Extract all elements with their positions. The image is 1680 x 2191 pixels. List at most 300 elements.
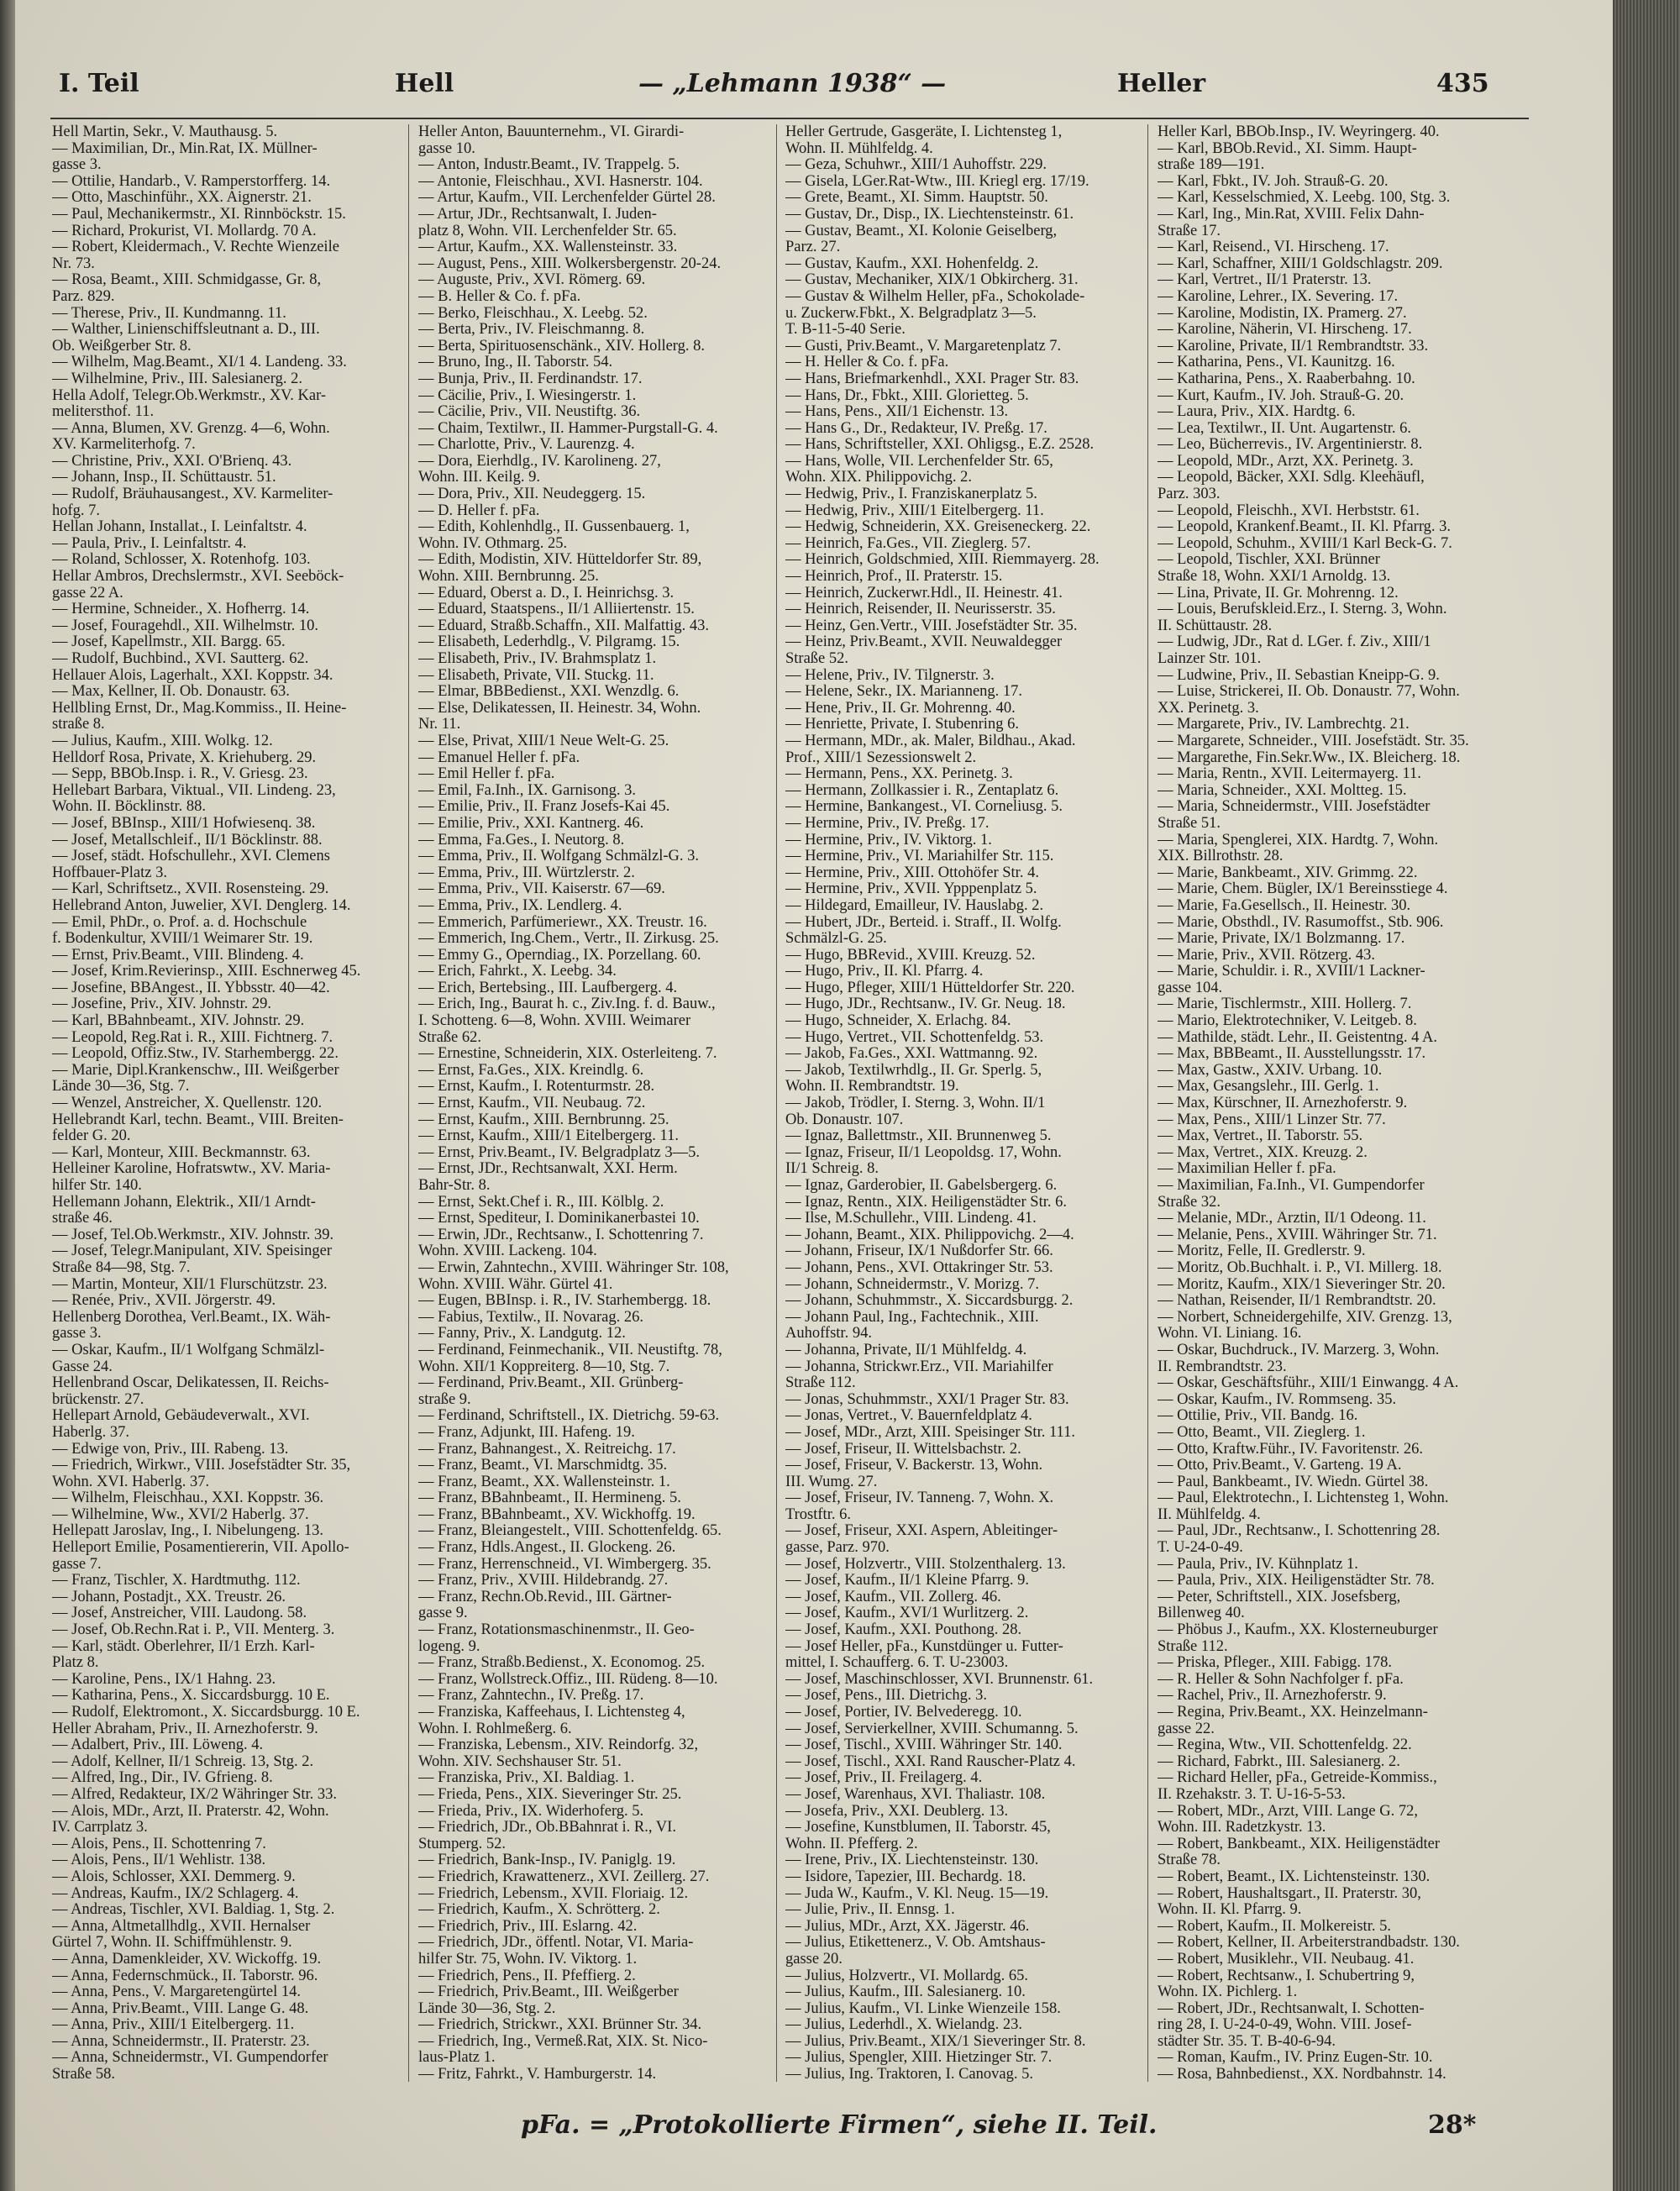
- directory-entry-line: straße 8.: [52, 717, 105, 733]
- directory-entry-line: — Karoline, Modistin, IX. Pramerg. 27.: [1158, 305, 1407, 322]
- directory-entry-line: — Phöbus J., Kaufm., XX. Klosterneuburger: [1158, 1622, 1438, 1639]
- column-divider: [1147, 124, 1148, 2082]
- directory-entry-line: — Mario, Elektrotechniker, V. Leitgeb. 8.: [1158, 1013, 1417, 1030]
- directory-entry-line: — Josef, Maschinschlosser, XVI. Brunnenstr. 61.: [785, 1671, 1094, 1688]
- directory-entry-line: — Oskar, Buchdruck., IV. Marzerg. 3, Wohn.: [1158, 1342, 1440, 1358]
- directory-entry-line: Hellepart Arnold, Gebäudeverwalt., XVI.: [52, 1408, 310, 1425]
- directory-entry-line: — Franz, Herrenschneid., VI. Wimbergerg. 35.: [418, 1556, 711, 1573]
- directory-entry-line: — Jakob, Textilwrhdlg., II. Gr. Sperlg. 5,: [785, 1062, 1042, 1079]
- directory-entry-line: III. Wumg. 27.: [785, 1474, 878, 1490]
- directory-entry-line: XX. Perinetg. 3.: [1158, 700, 1259, 717]
- directory-entry-line: — Friedrich, Strickwr., XXI. Brünner Str. 34.: [418, 2017, 702, 2034]
- directory-entry-line: — Otto, Priv.Beamt., V. Garteng. 19 A.: [1158, 1458, 1402, 1474]
- directory-entry-line: straße 46.: [52, 1211, 113, 1227]
- directory-entry-line: — Franziska, Kaffeehaus, I. Lichtensteg 4,: [418, 1705, 685, 1721]
- directory-entry-line: — Heinrich, Zuckerwr.Hdl., II. Heinestr. 41.: [785, 585, 1063, 602]
- directory-entry-line: — Katharina, Pens., X. Siccardsburgg. 10 E.: [52, 1688, 330, 1705]
- directory-entry-line: — Margarethe, Fin.Sekr.Ww., IX. Bleicherg. 18.: [1158, 749, 1461, 766]
- directory-entry-line: — Franziska, Lebensm., XIV. Reindorfg. 32,: [418, 1737, 699, 1754]
- column-2: [418, 124, 771, 2082]
- directory-entry-line: — Ludwine, Priv., II. Sebastian Kneipp-G. 9.: [1158, 667, 1440, 684]
- directory-entry-line: — Gustav, Mechaniker, XIX/1 Obkircherg. 31.: [785, 272, 1079, 289]
- directory-entry-line: gasse 9.: [418, 1605, 468, 1622]
- directory-entry-line: — Rachel, Priv., II. Arnezhoferstr. 9.: [1158, 1688, 1387, 1705]
- directory-entry-line: — Margarete, Priv., IV. Lambrechtg. 21.: [1158, 717, 1410, 733]
- directory-entry-line: — Katharina, Pens., X. Raaberbahng. 10.: [1158, 370, 1415, 387]
- directory-entry-line: gasse 10.: [418, 140, 475, 157]
- directory-entry-line: T. U-24-0-49.: [1158, 1540, 1243, 1557]
- directory-entry-line: — Franz, Priv., XVIII. Hildebrandg. 27.: [418, 1573, 669, 1589]
- directory-entry-line: — Friedrich, Lebensm., XVII. Floriaig. 12.: [418, 1885, 689, 1902]
- directory-entry-line: — Max, Pens., XIII/1 Linzer Str. 77.: [1158, 1111, 1386, 1128]
- directory-entry-line: — Elmar, BBBedienst., XXI. Wenzdlg. 6.: [418, 684, 680, 701]
- directory-entry-line: — Richard, Fabrkt., III. Salesianerg. 2.: [1158, 1753, 1400, 1770]
- directory-entry-line: — Josef, Tel.Ob.Werkmstr., XIV. Johnstr. 39.: [52, 1227, 334, 1243]
- directory-entry-line: — Ernst, Kaufm., XIII/1 Eitelbergerg. 11.: [418, 1128, 679, 1145]
- directory-entry-line: — Robert, Haushaltsgart., II. Praterstr. 30,: [1158, 1885, 1421, 1902]
- directory-entry-line: — Marie, Schuldir. i. R., XVIII/1 Lackner-: [1158, 964, 1425, 980]
- directory-entry-line: felder G. 20.: [52, 1128, 131, 1145]
- directory-entry-line: — Ottilie, Handarb., V. Ramperstorfferg. 14.: [52, 173, 331, 190]
- directory-entry-line: Helleport Emilie, Posamentiererin, VII. Apollo-: [52, 1540, 349, 1557]
- directory-entry-line: Ob. Weißgerber Str. 8.: [52, 338, 192, 355]
- directory-entry-line: — Regina, Wtw., VII. Schottenfeldg. 22.: [1158, 1737, 1412, 1754]
- directory-entry-line: — Eduard, Oberst a. D., I. Heinrichsg. 3.: [418, 585, 675, 602]
- directory-entry-line: — Julius, Holzvertr., VI. Mollardg. 65.: [785, 1968, 1028, 1984]
- column-divider: [776, 124, 777, 2082]
- directory-entry-line: — Julius, Lederhdl., X. Wielandg. 23.: [785, 2017, 1023, 2034]
- directory-entry-line: — Josef, Kaufm., II/1 Kleine Pfarrg. 9.: [785, 1573, 1029, 1589]
- directory-entry-line: — Julius, Etikettenerz., V. Ob. Amtshaus-: [785, 1935, 1046, 1952]
- directory-entry-line: — Ferdinand, Feinmechanik., VII. Neustiftg. 78,: [418, 1342, 722, 1358]
- directory-entry-line: — Franziska, Priv., XI. Baldiag. 1.: [418, 1770, 635, 1787]
- directory-entry-line: — Eduard, Staatspens., II/1 Alliiertenstr. 15.: [418, 602, 695, 618]
- directory-entry-line: — Erwin, Zahntechn., XVIII. Währinger Str. 108,: [418, 1259, 729, 1276]
- directory-entry-line: — Emma, Priv., IX. Lendlerg. 4.: [418, 897, 622, 914]
- directory-entry-line: Wohn. II. Böcklinstr. 88.: [52, 799, 206, 816]
- directory-entry-line: — Luise, Strickerei, II. Ob. Donaustr. 77, Wohn.: [1158, 684, 1460, 701]
- directory-entry-line: — Isidore, Tapezier, III. Bechardg. 18.: [785, 1868, 1026, 1885]
- directory-entry-line: — Grete, Beamt., XI. Simm. Hauptstr. 50.: [785, 190, 1048, 207]
- directory-entry-line: Wohn. III. Radetzkystr. 13.: [1158, 1820, 1326, 1836]
- directory-entry-line: — Karl, Monteur, XIII. Beckmannstr. 63.: [52, 1144, 311, 1161]
- directory-entry-line: — Maria, Spenglerei, XIX. Hardtg. 7, Wohn.: [1158, 832, 1439, 849]
- directory-entry-line: — Wilhelm, Mag.Beamt., XI/1 4. Landeng. 33.: [52, 355, 347, 371]
- directory-entry-line: I. Schotteng. 6—8, Wohn. XVIII. Weimarer: [418, 1013, 691, 1030]
- directory-entry-line: Straße 17.: [1158, 223, 1221, 239]
- directory-entry-line: Haberlg. 37.: [52, 1424, 129, 1441]
- directory-entry-line: — Emmerich, Ing.Chem., Vertr., II. Zirkusg. 25.: [418, 931, 719, 948]
- directory-entry-line: — Emanuel Heller f. pFa.: [418, 749, 580, 766]
- directory-entry-line: Heller Gertrude, Gasgeräte, I. Lichtensteg 1,: [785, 124, 1063, 140]
- directory-entry-line: — Juda W., Kaufm., V. Kl. Neug. 15—19.: [785, 1885, 1049, 1902]
- directory-entry-line: — Ignaz, Ballettmstr., XII. Brunnenweg 5.: [785, 1128, 1052, 1145]
- directory-entry-line: mittel, I. Schaufferg. 6. T. U-23003.: [785, 1655, 1009, 1672]
- directory-entry-line: — Ernst, Fa.Ges., XIX. Kreindlg. 6.: [418, 1062, 644, 1079]
- directory-entry-line: — Josef, Friseur, V. Backerstr. 13, Wohn.: [785, 1458, 1043, 1474]
- directory-entry-line: laus-Platz 1.: [418, 2050, 496, 2067]
- directory-entry-line: — Hermine, Priv., XIII. Ottohöfer Str. 4.: [785, 864, 1039, 881]
- directory-entry-line: — Katharina, Pens., VI. Kaunitzg. 16.: [1158, 355, 1395, 371]
- directory-entry-line: Straße 58.: [52, 2067, 116, 2082]
- directory-entry-line: — Hugo, JDr., Rechtsanw., IV. Gr. Neug. 18.: [785, 996, 1066, 1013]
- directory-entry-line: Straße 32.: [1158, 1194, 1221, 1211]
- directory-entry-line: — Geza, Schuhwr., XIII/1 Auhoffstr. 229.: [785, 157, 1047, 174]
- directory-entry-line: — Sepp, BBOb.Insp. i. R., V. Griesg. 23.: [52, 766, 308, 783]
- directory-entry-line: — Franz, BBahnbeamt., XV. Wickhoffg. 19.: [418, 1506, 696, 1523]
- directory-entry-line: IV. Carrplatz 3.: [52, 1820, 148, 1836]
- directory-entry-line: — Robert, Kellner, II. Arbeiterstrandbadstr. 130.: [1158, 1935, 1460, 1952]
- directory-entry-line: Hellenbrand Oscar, Delikatessen, II. Reichs-: [52, 1375, 329, 1392]
- directory-entry-line: — Josef, Ob.Rechn.Rat i. P., VII. Menterg. 3.: [52, 1622, 335, 1639]
- directory-entry-line: — Hans, Wolle, VII. Lerchenfelder Str. 65,: [785, 453, 1053, 470]
- directory-entry-line: — Josef, Holzvertr., VIII. Stolzenthalerg. 13.: [785, 1556, 1066, 1573]
- directory-entry-line: — Berko, Fleischhau., X. Leebg. 52.: [418, 305, 648, 322]
- directory-entry-line: — Hermine, Bankangest., VI. Corneliusg. 5.: [785, 799, 1063, 816]
- directory-entry-line: straße 189—191.: [1158, 157, 1265, 174]
- directory-entry-line: — Elisabeth, Lederhdlg., V. Pilgramg. 15.: [418, 634, 680, 651]
- directory-entry-line: — Karl, BBahnbeamt., XIV. Johnstr. 29.: [52, 1013, 305, 1030]
- directory-entry-line: — Karl, BBOb.Revid., XI. Simm. Haupt-: [1158, 140, 1417, 157]
- directory-entry-line: — Hedwig, Priv., I. Franziskanerplatz 5.: [785, 486, 1037, 503]
- directory-entry-line: Wohn. XII/1 Koppreiterg. 8—10, Stg. 7.: [418, 1358, 670, 1375]
- directory-entry-line: — Franz, Beamt., VI. Marschmidtg. 35.: [418, 1458, 668, 1474]
- directory-entry-line: — Artur, Kaufm., XX. Wallensteinstr. 33.: [418, 239, 678, 256]
- directory-entry-line: — Max, Kellner, II. Ob. Donaustr. 63.: [52, 684, 290, 701]
- directory-entry-line: — Johann Paul, Ing., Fachtechnik., XIII.: [785, 1309, 1039, 1326]
- directory-entry-line: — Paula, Priv., IV. Kühnplatz 1.: [1158, 1556, 1358, 1573]
- directory-entry-line: — Wenzel, Anstreicher, X. Quellenstr. 120.: [52, 1096, 323, 1112]
- directory-entry-line: — Karoline, Pens., IX/1 Hahng. 23.: [52, 1671, 276, 1688]
- directory-entry-line: Hellbling Ernst, Dr., Mag.Kommiss., II. Heine-: [52, 700, 347, 717]
- directory-entry-line: — Leopold, Bäcker, XXI. Sdlg. Kleehäufl,: [1158, 470, 1425, 486]
- directory-entry-line: Wohn. XVIII. Währ. Gürtel 41.: [418, 1276, 613, 1293]
- directory-entry-line: Wohn. II. Pfefferg. 2.: [785, 1836, 918, 1852]
- directory-entry-line: gasse 3.: [52, 1326, 102, 1342]
- directory-entry-line: — Erich, Ing., Baurat h. c., Ziv.Ing. f. d. Bauw.,: [418, 996, 716, 1013]
- directory-entry-line: — Josefine, Kunstblumen, II. Taborstr. 45,: [785, 1820, 1051, 1836]
- directory-entry-line: — Margarete, Schneider., VIII. Josefstädt. Str. 35.: [1158, 733, 1469, 749]
- directory-entry-line: gasse 104.: [1158, 980, 1223, 996]
- directory-entry-line: — Emmerich, Parfümeriewr., XX. Treustr. 16.: [418, 914, 707, 931]
- directory-entry-line: städter Str. 35. T. B-40-6-94.: [1158, 2033, 1336, 2050]
- directory-entry-line: Parz. 829.: [52, 288, 115, 305]
- directory-entry-line: Straße 51.: [1158, 815, 1221, 832]
- directory-entry-line: — Karoline, Private, II/1 Rembrandtstr. 33.: [1158, 338, 1429, 355]
- directory-entry-line: ring 28, I. U-24-0-49, Wohn. VIII. Josef-: [1158, 2017, 1412, 2034]
- directory-entry-line: — Ernst, JDr., Rechtsanwalt, XXI. Herm.: [418, 1161, 678, 1178]
- directory-entry-line: — Robert, Bankbeamt., XIX. Heiligenstädter: [1158, 1836, 1440, 1852]
- directory-entry-line: — Hans, Pens., XII/1 Eichenstr. 13.: [785, 404, 1009, 421]
- directory-entry-line: — Wilhelmine, Ww., XVI/2 Haberlg. 37.: [52, 1506, 309, 1523]
- directory-entry-line: — Helene, Sekr., IX. Marianneng. 17.: [785, 684, 1023, 701]
- directory-entry-line: Wohn. IX. Pichlerg. 1.: [1158, 1984, 1298, 2001]
- directory-entry-line: — Hildegard, Emailleur, IV. Hauslabg. 2.: [785, 897, 1044, 914]
- directory-entry-line: — Fanny, Priv., X. Landgutg. 12.: [418, 1326, 626, 1342]
- directory-entry-line: — Melanie, Pens., XVIII. Währinger Str. 71.: [1158, 1227, 1437, 1243]
- directory-entry-line: Hella Adolf, Telegr.Ob.Werkmstr., XV. Kar-: [52, 387, 327, 404]
- directory-entry-line: hilfer Str. 140.: [52, 1178, 142, 1194]
- directory-entry-line: Wohn. I. Rohlmeßerg. 6.: [418, 1721, 572, 1737]
- directory-entry-line: — Hermine, Priv., IV. Viktorg. 1.: [785, 832, 992, 849]
- directory-entry-line: — Friedrich, JDr., Ob.BBahnrat i. R., VI.: [418, 1820, 676, 1836]
- directory-entry-line: — Rudolf, Buchbind., XVI. Sautterg. 62.: [52, 651, 309, 667]
- directory-entry-line: — Else, Privat, XIII/1 Neue Welt-G. 25.: [418, 733, 669, 749]
- directory-entry-line: Billenweg 40.: [1158, 1605, 1245, 1622]
- directory-entry-line: Hell Martin, Sekr., V. Mauthausg. 5.: [52, 124, 278, 140]
- directory-entry-line: — August, Pens., XIII. Wolkersbergenstr. 20-24.: [418, 255, 722, 272]
- directory-entry-line: — Ernestine, Schneiderin, XIX. Osterleiteng. 7.: [418, 1046, 717, 1063]
- directory-entry-line: brückenstr. 27.: [52, 1391, 144, 1408]
- directory-entry-line: — Fabius, Textilw., II. Novarag. 26.: [418, 1309, 643, 1326]
- directory-entry-line: — Paula, Priv., XIX. Heiligenstädter Str. 78.: [1158, 1573, 1435, 1589]
- directory-entry-line: — Marie, Dipl.Krankenschw., III. Weißgerber: [52, 1062, 339, 1079]
- directory-entry-line: — Hedwig, Schneiderin, XX. Greiseneckerg. 22.: [785, 519, 1091, 536]
- directory-entry-line: — Karoline, Lehrer., IX. Severing. 17.: [1158, 288, 1399, 305]
- directory-entry-line: — Heinrich, Fa.Ges., VII. Zieglerg. 57.: [785, 535, 1032, 552]
- directory-entry-line: Heller Abraham, Priv., II. Arnezhoferstr. 9.: [52, 1721, 318, 1737]
- directory-entry-line: — Max, Gesangslehr., III. Gerlg. 1.: [1158, 1079, 1379, 1096]
- directory-entry-line: — Ernst, Kaufm., XIII. Bernbrunng. 25.: [418, 1111, 669, 1128]
- directory-entry-line: Wohn. II. Mühlfeldg. 4.: [785, 140, 933, 157]
- directory-entry-line: — Andreas, Kaufm., IX/2 Schlagerg. 4.: [52, 1885, 299, 1902]
- directory-entry-line: Hellepatt Jaroslav, Ing., I. Nibelungeng. 13.: [52, 1523, 323, 1540]
- directory-entry-line: Wohn. XIII. Bernbrunng. 25.: [418, 569, 599, 586]
- directory-entry-line: — Robert, Rechtsanw., I. Schubertring 9,: [1158, 1968, 1415, 1984]
- directory-entry-line: — Leo, Bücherrevis., IV. Argentinierstr. 8.: [1158, 437, 1423, 454]
- directory-entry-line: — Josef, Krim.Revierinsp., XIII. Eschnerweg 45.: [52, 964, 361, 980]
- directory-entry-line: Lände 30—36, Stg. 7.: [52, 1079, 190, 1096]
- directory-entry-line: — Hugo, BBRevid., XVIII. Kreuzg. 52.: [785, 947, 1036, 964]
- directory-entry-line: — Marie, Tischlermstr., XIII. Hollerg. 7.: [1158, 996, 1412, 1013]
- directory-entry-line: — Antonie, Fleischhau., XVI. Hasnerstr. 104.: [418, 173, 703, 190]
- directory-entry-line: — Julius, Kaufm., VI. Linke Wienzeile 158.: [785, 2000, 1061, 2017]
- directory-entry-line: Hoffbauer-Platz 3.: [52, 864, 167, 881]
- directory-entry-line: Hellar Ambros, Drechslermstr., XVI. Seeböck-: [52, 569, 344, 586]
- directory-entry-line: — Martin, Monteur, XII/1 Flurschützstr. 23.: [52, 1276, 328, 1293]
- directory-entry-line: Wohn. XIV. Sechshauser Str. 51.: [418, 1753, 622, 1770]
- directory-entry-line: — B. Heller & Co. f. pFa.: [418, 288, 581, 305]
- directory-entry-line: — Friedrich, Priv.Beamt., III. Weißgerber: [418, 1984, 679, 2001]
- directory-entry-line: — Berta, Priv., IV. Fleischmanng. 8.: [418, 322, 645, 339]
- directory-entry-line: Wohn. IV. Othmarg. 25.: [418, 535, 568, 552]
- directory-entry-line: Hellauer Alois, Lagerhalt., XXI. Koppstr. 34.: [52, 667, 333, 684]
- column-divider: [408, 124, 409, 2082]
- directory-entry-line: — Friedrich, Bank-Insp., IV. Paniglg. 19.: [418, 1852, 676, 1869]
- directory-entry-line: — Josef, Tischl., XVIII. Währinger Str. 140.: [785, 1737, 1063, 1754]
- directory-entry-line: — Josef, Portier, IV. Belvederegg. 10.: [785, 1705, 1022, 1721]
- directory-entry-line: — Richard, Prokurist, VI. Mollardg. 70 A.: [52, 223, 317, 239]
- directory-entry-line: — Maria, Rentn., XVII. Leitermayerg. 11.: [1158, 766, 1421, 783]
- directory-entry-line: Heller Anton, Bauunternehm., VI. Girardi-: [418, 124, 685, 140]
- directory-entry-line: Hellan Johann, Installat., I. Leinfaltstr. 4.: [52, 519, 307, 536]
- directory-entry-line: — Rosa, Bahnbedienst., XX. Nordbahnstr. 14.: [1158, 2067, 1446, 2082]
- directory-entry-line: — Charlotte, Priv., V. Laurenzg. 4.: [418, 437, 635, 454]
- directory-entry-line: II. Mühlfeldg. 4.: [1158, 1506, 1261, 1523]
- directory-entry-line: — Gustav, Beamt., XI. Kolonie Geiselberg,: [785, 223, 1058, 239]
- directory-entry-line: — Auguste, Priv., XVI. Römerg. 69.: [418, 272, 646, 289]
- directory-entry-line: — Otto, Kraftw.Führ., IV. Favoritenstr. 26.: [1158, 1441, 1424, 1458]
- directory-entry-line: f. Bodenkultur, XVIII/1 Weimarer Str. 19.: [52, 931, 313, 948]
- directory-entry-line: — Franz, Bleiangestelt., VIII. Schottenfeldg. 65.: [418, 1523, 722, 1540]
- directory-entry-line: Auhoffstr. 94.: [785, 1326, 872, 1342]
- directory-entry-line: — Josef, Servierkellner, XVIII. Schumanng. 5.: [785, 1721, 1079, 1737]
- directory-entry-line: — Anna, Federnschmück., II. Taborstr. 96.: [52, 1968, 318, 1984]
- directory-entry-line: — Emma, Priv., VII. Kaiserstr. 67—69.: [418, 881, 665, 898]
- directory-entry-line: — Artur, JDr., Rechtsanwalt, I. Juden-: [418, 206, 657, 223]
- directory-entry-line: — Ernst, Spediteur, I. Dominikanerbastei 10.: [418, 1211, 700, 1227]
- directory-entry-line: — Johann, Beamt., XIX. Philippovichg. 2—4.: [785, 1227, 1074, 1243]
- directory-entry-line: II/1 Schreig. 8.: [785, 1161, 879, 1178]
- directory-entry-line: — Roman, Kaufm., IV. Prinz Eugen-Str. 10.: [1158, 2050, 1433, 2067]
- directory-entry-line: — Max, Kürschner, II. Arnezhoferstr. 9.: [1158, 1096, 1408, 1112]
- directory-entry-line: Straße 112.: [1158, 1638, 1228, 1655]
- directory-entry-line: — Jakob, Trödler, I. Sterng. 3, Wohn. II/1: [785, 1096, 1046, 1112]
- directory-entry-line: — Christine, Priv., XXI. O'Brienq. 43.: [52, 453, 292, 470]
- directory-entry-line: — Lea, Textilwr., II. Unt. Augartenstr. 6.: [1158, 420, 1412, 437]
- directory-entry-line: Straße 18, Wohn. XXI/1 Arnoldg. 13.: [1158, 569, 1391, 586]
- directory-entry-line: — Heinrich, Prof., II. Praterstr. 15.: [785, 569, 1003, 586]
- directory-entry-line: — Anton, Industr.Beamt., IV. Trappelg. 5.: [418, 157, 680, 174]
- directory-entry-line: — Karl, Ing., Min.Rat, XVIII. Felix Dahn-: [1158, 206, 1425, 223]
- directory-entry-line: — Lina, Private, II. Gr. Mohrenng. 12.: [1158, 585, 1399, 602]
- directory-entry-line: — Josefine, BBAngest., II. Ybbsstr. 40—42.: [52, 980, 330, 996]
- directory-entry-line: — Julius, Priv.Beamt., XIX/1 Sieveringer Str. 8.: [785, 2033, 1086, 2050]
- directory-entry-line: — Ignaz, Rentn., XIX. Heiligenstädter Str. 6.: [785, 1194, 1067, 1211]
- directory-entry-line: — Therese, Priv., II. Kundmanng. 11.: [52, 305, 286, 322]
- directory-entry-line: — Melanie, MDr., Ärztin, II/1 Odeong. 11.: [1158, 1211, 1426, 1227]
- directory-entry-line: — Hermine, Schneider., X. Hofherrg. 14.: [52, 602, 310, 618]
- directory-entry-line: — Andreas, Tischler, XVI. Baldiag. 1, Stg. 2.: [52, 1902, 335, 1919]
- directory-entry-line: — Elisabeth, Private, VII. Stuckg. 11.: [418, 667, 654, 684]
- directory-entry-line: — Gisela, LGer.Rat-Wtw., III. Kriegl erg. 17/19.: [785, 173, 1089, 190]
- directory-entry-line: gasse 22.: [1158, 1721, 1215, 1737]
- directory-entry-line: — Friedrich, Ing., Vermeß.Rat, XIX. St. Nico-: [418, 2033, 708, 2050]
- directory-entry-line: — Renée, Priv., XVII. Jörgerstr. 49.: [52, 1293, 276, 1310]
- directory-entry-line: — H. Heller & Co. f. pFa.: [785, 355, 949, 371]
- directory-entry-line: — Hermine, Priv., IV. Preßg. 17.: [785, 815, 990, 832]
- directory-entry-line: — Friedrich, Wirkwr., VIII. Josefstädter Str. 35,: [52, 1458, 351, 1474]
- directory-entry-line: — Anna, Schneidermstr., II. Praterstr. 23.: [52, 2033, 310, 2050]
- directory-entry-line: — Priska, Pfleger., XIII. Fabigg. 178.: [1158, 1655, 1393, 1672]
- directory-entry-line: Prof., XIII/1 Sezessionswelt 2.: [785, 749, 977, 766]
- directory-entry-line: — Peter, Schriftstell., XIX. Josefsberg,: [1158, 1589, 1401, 1605]
- directory-entry-line: — Hermine, Priv., VI. Mariahilfer Str. 115.: [785, 849, 1054, 865]
- directory-entry-line: Heller Karl, BBOb.Insp., IV. Weyringerg. 40.: [1158, 124, 1440, 140]
- directory-entry-line: — Emil Heller f. pFa.: [418, 766, 555, 783]
- directory-entry-line: — Emil, Fa.Inh., IX. Garnisong. 3.: [418, 782, 636, 799]
- directory-entry-line: — Julius, Kaufm., XIII. Wolkg. 12.: [52, 733, 273, 749]
- directory-entry-line: hofg. 7.: [52, 502, 101, 519]
- directory-entry-line: — Marie, Bankbeamt., XIV. Grimmg. 22.: [1158, 864, 1418, 881]
- directory-entry-line: XIX. Billrothstr. 28.: [1158, 849, 1284, 865]
- directory-entry-line: — Friedrich, Kaufm., X. Schrötterg. 2.: [418, 1902, 660, 1919]
- directory-entry-line: — Oskar, Kaufm., IV. Rommseng. 35.: [1158, 1391, 1397, 1408]
- directory-entry-line: — Cäcilie, Priv., VII. Neustiftg. 36.: [418, 404, 641, 421]
- directory-entry-line: — Karl, Kesselschmied, X. Leebg. 100, Stg. 3.: [1158, 190, 1451, 207]
- directory-entry-line: — Josef, Kaufm., XVI/1 Wurlitzerg. 2.: [785, 1605, 1029, 1622]
- directory-entry-line: — Ernst, Kaufm., VII. Neubaug. 72.: [418, 1096, 646, 1112]
- directory-entry-line: — Josefa, Priv., XXI. Deublerg. 13.: [785, 1803, 1009, 1820]
- directory-entry-line: — Cäcilie, Priv., I. Wiesingerstr. 1.: [418, 387, 637, 404]
- directory-entry-line: — Robert, MDr., Arzt, VIII. Lange G. 72,: [1158, 1803, 1418, 1820]
- directory-entry-line: Nr. 73.: [52, 255, 95, 272]
- directory-entry-line: — Franz, Beamt., XX. Wallensteinstr. 1.: [418, 1474, 670, 1490]
- directory-entry-line: — Josef, Friseur, XXI. Aspern, Ableitinger-: [785, 1523, 1058, 1540]
- directory-entry-line: — Johann, Postadjt., XX. Treustr. 26.: [52, 1589, 286, 1605]
- signature-mark: 28*: [1428, 2110, 1477, 2140]
- directory-entry-line: — Elisabeth, Priv., IV. Brahmsplatz 1.: [418, 651, 657, 667]
- directory-entry-line: — Johann, Pens., XVI. Ottakringer Str. 53.: [785, 1259, 1053, 1276]
- directory-entry-line: — Chaim, Textilwr., II. Hammer-Purgstall-G. 4.: [418, 420, 718, 437]
- directory-entry-line: — Jonas, Vertret., V. Bauernfeldplatz 4.: [785, 1408, 1032, 1425]
- first-entry-word: Hell: [395, 69, 454, 98]
- directory-entry-line: — Leopold, Fleischh., XVI. Herbststr. 61.: [1158, 502, 1420, 519]
- directory-entry-line: — Jonas, Schuhmmstr., XXI/1 Prager Str. 83.: [785, 1391, 1069, 1408]
- directory-entry-line: — Alfred, Redakteur, IX/2 Währinger Str. 33.: [52, 1786, 338, 1803]
- page-edges: [1613, 0, 1680, 2191]
- directory-entry-line: — Josef, Fouragehdl., XII. Wilhelmstr. 10.: [52, 617, 318, 634]
- directory-entry-line: — Otto, Beamt., VII. Zieglerg. 1.: [1158, 1424, 1366, 1441]
- directory-entry-line: Wohn. II. Kl. Pfarrg. 9.: [1158, 1902, 1302, 1919]
- directory-entry-line: — Hans, Schriftsteller, XXI. Ohligsg., E.Z. 2528.: [785, 437, 1095, 454]
- directory-entry-line: — Rudolf, Elektromont., X. Siccardsburgg. 10 E.: [52, 1705, 360, 1721]
- directory-entry-line: — Alois, MDr., Arzt, II. Praterstr. 42, Wohn.: [52, 1803, 329, 1820]
- directory-entry-line: Stumperg. 52.: [418, 1836, 506, 1852]
- directory-entry-line: XV. Karmeliterhofg. 7.: [52, 437, 196, 454]
- directory-entry-line: — Karl, Schriftsetz., XVII. Rosensteing. 29.: [52, 881, 329, 898]
- directory-entry-line: — Hans, Briefmarkenhdl., XXI. Prager Str. 83.: [785, 370, 1079, 387]
- directory-entry-line: — Friedrich, Krawattenerz., XVI. Zeillerg. 27.: [418, 1868, 710, 1885]
- directory-entry-line: — Alois, Pens., II. Schottenring 7.: [52, 1836, 266, 1852]
- directory-entry-line: — Josef, Friseur, II. Wittelsbachstr. 2.: [785, 1441, 1021, 1458]
- directory-entry-line: — Dora, Priv., XII. Neudeggerg. 15.: [418, 486, 646, 503]
- directory-entry-line: u. Zuckerw.Fbkt., X. Belgradplatz 3—5.: [785, 305, 1037, 322]
- directory-entry-line: Wohn. XVIII. Lackeng. 104.: [418, 1243, 597, 1260]
- directory-entry-line: — Josef, MDr., Arzt, XIII. Speisinger Str. 111.: [785, 1424, 1075, 1441]
- directory-entry-line: straße 9.: [418, 1391, 471, 1408]
- directory-entry-line: — Moritz, Kaufm., XIX/1 Sieveringer Str. 20.: [1158, 1276, 1446, 1293]
- directory-entry-line: — Josefine, Priv., XIV. Johnstr. 29.: [52, 996, 272, 1013]
- directory-entry-line: Nr. 11.: [418, 717, 461, 733]
- directory-entry-line: — Emma, Fa.Ges., I. Neutorg. 8.: [418, 832, 625, 849]
- directory-entry-line: — Alois, Schlosser, XXI. Demmerg. 9.: [52, 1868, 296, 1885]
- directory-entry-line: — Josef, Pens., III. Dietrichg. 3.: [785, 1688, 987, 1705]
- directory-entry-line: — Max, Gastw., XXIV. Urbang. 10.: [1158, 1062, 1383, 1079]
- directory-entry-line: — Anna, Priv., XIII/1 Eitelbergerg. 11.: [52, 2017, 295, 2034]
- directory-entry-line: Hellemann Johann, Elektrik., XII/1 Arndt-: [52, 1194, 316, 1211]
- directory-entry-line: — Josef, Tischl., XXI. Rand Rauscher-Platz 4.: [785, 1753, 1076, 1770]
- directory-entry-line: — Heinrich, Reisender, II. Neurisserstr. 35.: [785, 602, 1056, 618]
- directory-entry-line: — Wilhelm, Fleischhau., XXI. Koppstr. 36.: [52, 1490, 324, 1507]
- directory-entry-line: II. Rembrandtstr. 23.: [1158, 1358, 1287, 1375]
- directory-entry-line: — Moritz, Felle, II. Gredlerstr. 9.: [1158, 1243, 1366, 1260]
- directory-entry-line: — Regina, Priv.Beamt., XX. Heinzelmann-: [1158, 1705, 1428, 1721]
- directory-entry-line: — Anna, Damenkleider, XV. Wickoffg. 19.: [52, 1951, 322, 1968]
- directory-entry-line: — Ernst, Sekt.Chef i. R., III. Kölblg. 2.: [418, 1194, 664, 1211]
- directory-entry-line: gasse 7.: [52, 1556, 102, 1573]
- directory-entry-line: — Adalbert, Priv., III. Löweng. 4.: [52, 1737, 264, 1754]
- directory-entry-line: — Karoline, Näherin, VI. Hirscheng. 17.: [1158, 322, 1412, 339]
- directory-entry-line: — Johanna, Strickwr.Erz., VII. Mariahilfer: [785, 1358, 1053, 1375]
- column-3: [785, 124, 1138, 2082]
- directory-entry-line: — Louis, Berufskleid.Erz., I. Sterng. 3, Wohn.: [1158, 602, 1447, 618]
- directory-entry-line: — Edith, Modistin, XIV. Hütteldorfer Str. 89,: [418, 552, 702, 569]
- page-footer: [50, 2110, 1529, 2152]
- directory-entry-line: — Marie, Chem. Bügler, IX/1 Bereinsstiege 4.: [1158, 881, 1448, 898]
- directory-entry-line: — Hubert, JDr., Berteid. i. Straff., II. Wolfg.: [785, 914, 1062, 931]
- directory-entry-line: — Karl, Reisend., VI. Hirscheng. 17.: [1158, 239, 1389, 256]
